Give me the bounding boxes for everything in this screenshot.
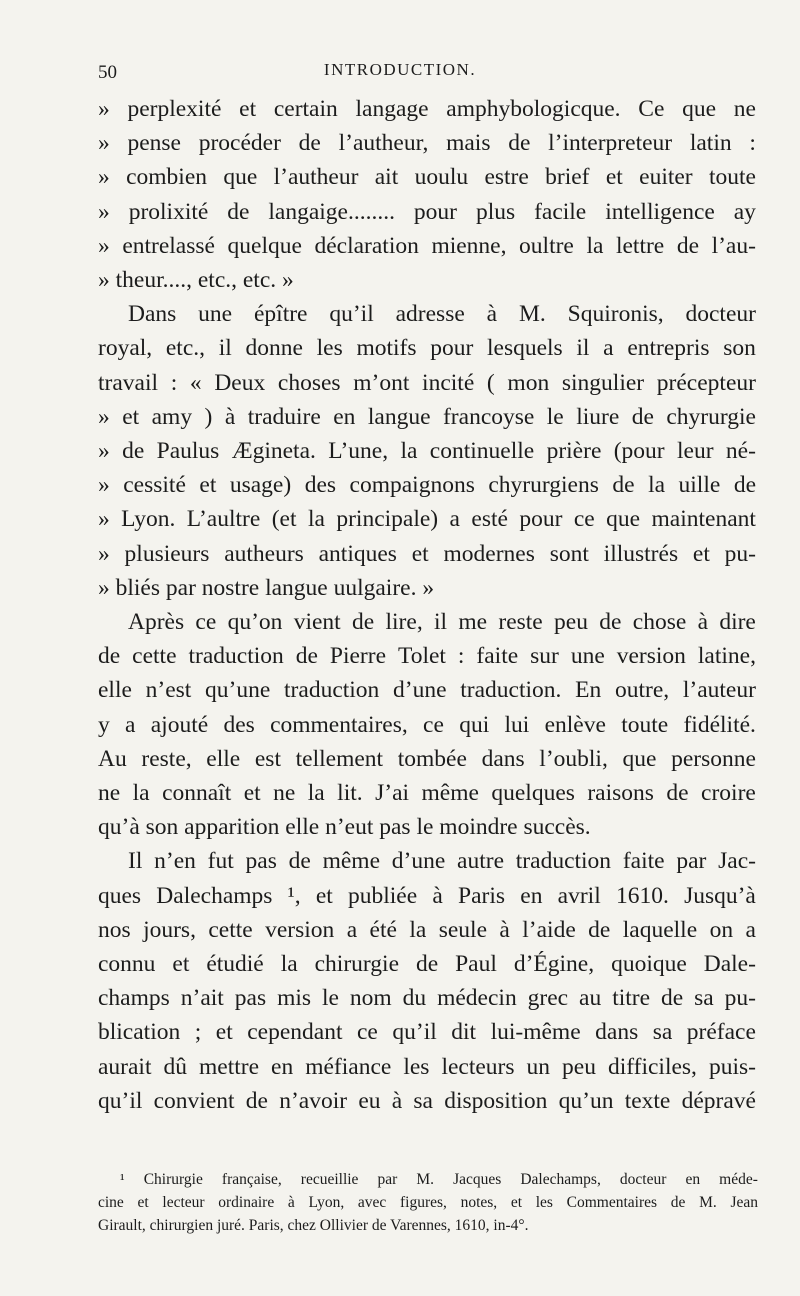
body-line: » theur...., etc., etc. » xyxy=(98,267,294,294)
body-line: travail : « Deux choses m’ont incité ( mon singulier précepteur xyxy=(98,369,756,396)
footnote-line: ¹ Chirurgie française, recueillie par M. Jacques Dalechamps, docteur en méde- xyxy=(120,1171,758,1188)
body-line: blication ; et cependant ce qu’il dit lui-même dans sa préface xyxy=(98,1019,756,1046)
body-line: Dans une épître qu’il adresse à M. Squironis, docteur xyxy=(128,301,756,328)
body-line: qu’il convient de n’avoir eu à sa disposition qu’un texte dépravé xyxy=(98,1087,756,1114)
body-line: royal, etc., il donne les motifs pour lesquels il a entrepris son xyxy=(98,335,756,362)
body-line: de cette traduction de Pierre Tolet : faite sur une version latine, xyxy=(98,643,756,670)
body-line: » pense procéder de l’autheur, mais de l’interpreteur latin : xyxy=(98,130,756,157)
body-line: Au reste, elle est tellement tombée dans l’oubli, que personne xyxy=(98,745,756,772)
body-line: champs n’ait pas mis le nom du médecin grec au titre de sa pu- xyxy=(98,985,756,1012)
body-line: » bliés par nostre langue uulgaire. » xyxy=(98,574,435,601)
body-line: ques Dalechamps ¹, et publiée à Paris en avril 1610. Jusqu’à xyxy=(98,882,756,909)
body-line: Après ce qu’on vient de lire, il me reste peu de chose à dire xyxy=(128,609,756,636)
body-line: y a ajouté des commentaires, ce qui lui enlève toute fidélité. xyxy=(98,711,756,738)
body-line: » de Paulus Ægineta. L’une, la continuelle prière (pour leur né- xyxy=(98,438,756,465)
body-line: » plusieurs autheurs antiques et modernes sont illustrés et pu- xyxy=(98,540,756,567)
body-line: » Lyon. L’aultre (et la principale) a esté pour ce que maintenant xyxy=(98,506,756,533)
body-line: nos jours, cette version a été la seule à l’aide de laquelle on a xyxy=(98,916,756,943)
running-title: INTRODUCTION. xyxy=(323,60,477,79)
body-line: » et amy ) à traduire en langue francoyse le liure de chyrurgie xyxy=(98,403,756,430)
footnotes xyxy=(98,1168,758,1237)
body-line: » cessité et usage) des compaignons chyrurgiens de la uille de xyxy=(98,472,756,499)
body-line: » entrelassé quelque déclaration mienne, oultre la lettre de l’au- xyxy=(98,232,756,259)
body-line: ne la connaît et ne la lit. J’ai même quelques raisons de croire xyxy=(98,780,756,807)
body-line: » combien que l’autheur ait uoulu estre brief et euiter toute xyxy=(98,164,756,191)
footnote-line: Girault, chirurgien juré. Paris, chez Ollivier de Varennes, 1610, in-4°. xyxy=(98,1217,529,1234)
body-line: elle n’est qu’une traduction d’une traduction. En outre, l’auteur xyxy=(98,677,756,704)
body-line: qu’à son apparition elle n’eut pas le moindre succès. xyxy=(98,814,591,841)
body-text xyxy=(98,92,756,1118)
body-line: aurait dû mettre en méfiance les lecteurs un peu difficiles, puis- xyxy=(98,1053,756,1080)
body-line: Il n’en fut pas de même d’une autre traduction faite par Jac- xyxy=(128,848,756,875)
footnote-line: cine et lecteur ordinaire à Lyon, avec figures, notes, et les Commentaires de M. Jean xyxy=(98,1194,758,1211)
body-line: connu et étudié la chirurgie de Paul d’Égine, quoique Dale- xyxy=(98,951,756,978)
page-number: 50 xyxy=(98,62,117,83)
body-line: » prolixité de langaige........ pour plus facile intelligence ay xyxy=(98,198,756,225)
body-line: » perplexité et certain langage amphybologicque. Ce que ne xyxy=(98,96,756,122)
